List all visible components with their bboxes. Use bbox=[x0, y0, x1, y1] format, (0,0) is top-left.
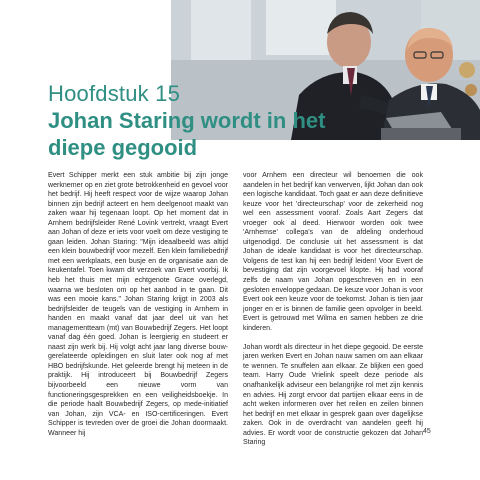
right-text-column bbox=[243, 171, 423, 448]
paragraph: voor Arnhem een directeur wil benoemen die ook aandelen in het bedrijf kan verwerven, lijkt Johan dan ook een logische kandidaat. Toch gaat er aan deze definitieve keuze voor het 'directeurschap' voor de zekerheid nog wel een assessment vooraf. Zoals Aart Zegers dat vroeger ook al deed. Hierwoor worden ook twee 'Arnhemse' collega's van de afdeling onderhoud uitgenodigd. De conclusie uit het assessment is dat Johan de ideale kandidaat is voor het directeurschap. Volgens de test kan hij een bedrijf leiden! Voor Evert de bevestiging dat zijn voorgevoel klopte. Hij had vooraf zelfs de naam van Johan opgeschreven en in een gesloten enveloppe gedaan. De keuze voor Johan is voor Evert ook een keuze voor de toekomst. Johan is tien jaar jonger en er is binnen de familie geen opvolger in beeld. Evert is getrouwd met Wilma en samen hebben ze drie kinderen. bbox=[243, 172, 423, 332]
paragraph: Evert Schipper merkt een stuk ambitie bij zijn jonge werknemer op en ziet grote betrokkenheid en gevoel voor het bedrijf. Hij heeft respect voor de wijze waarop Johan binnen zijn bedrijf acteert en hem deelgenoot maakt van zaken waar hij tegenaan loopt. Op het moment dat in Arnhem bedrijfsleider René Lovink vertrekt, vraagt Evert aan Johan of deze er iets voor voelt om deze vestiging te gaan leiden. Johan Staring: "Mijn ideaalbeeld was altijd een klein bouwbedrijf voor mezelf. Een klein familiebedrijf met een werkplaats, een busje en de organisatie aan de keukentafel. Toen kwam dit verzoek van Evert voorbij. Ik heb het thuis met mijn echtgenote Grace overlegd, waarna we besloten om op het aanbod in te gaan. Dit was een mooie kans." Johan Staring krijgt in 2003 als bedrijfsleider de teugels van de vestiging in Arnhem in handen en maakt vanaf dat jaar deel uit van het managementteam (mt) van Bouwbedrijf Zegers. Het loopt vanaf dag één goed. Johan is leergierig en studeert er naast zijn werk bij. Hij volgt acht jaar lang diverse bouw-gerelateerde opleidingen en sluit later ook nog af met HBO bedrijfskunde. Het geleerde brengt hij meteen in de praktijk. Hij introduceert bij Bouwbedrijf Zegers bijvoorbeeld een nieuwe vorm van functioneringsgesprekken en een veiligheidsboekje. In die periode haalt Bouwbedrijf Zegers, op mede-initiatief van Johan, zijn VCA- en ISO-certificeringen. Evert Schipper is tevreden over de groei die Johan doormaakt. Wanneer hij bbox=[48, 172, 228, 437]
page-number: 45 bbox=[423, 428, 431, 435]
chapter-label: Hoofdstuk 15 bbox=[48, 81, 181, 106]
chapter-title: Johan Staring wordt in het diepe gegooid bbox=[48, 108, 326, 160]
left-text-column bbox=[48, 171, 228, 438]
paragraph: Johan wordt als directeur in het diepe gegooid. De eerste jaren werken Evert en Johan nauw samen om aan elkaar te wennen. Te snuffelen aan elkaar. Ze blijken een goed team. Harry Oude Vrielink speelt deze periode als onafhankelijk adviseur een belangrijke rol met zijn kennis en advies. Hij zorgt ervoor dat partijen elkaar eens in de acht weken informeren over het reilen en zeilen binnen het bedrijf en met elkaar in gesprek gaan over dagelijkse zaken. Ook in de overdracht van aandelen geeft hij advies. Er wordt voor de constructie gekozen dat Johan Staring bbox=[243, 343, 423, 447]
